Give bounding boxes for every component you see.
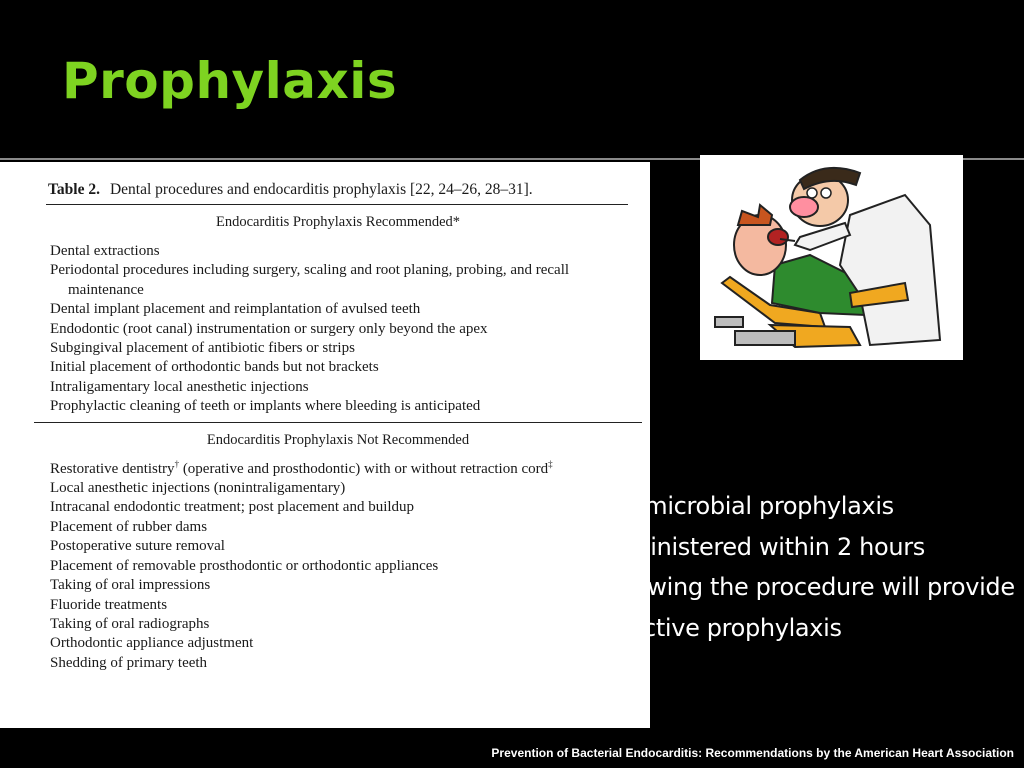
list-item: Placement of removable prosthodontic or orthodontic appliances <box>50 557 439 574</box>
list-item: Postoperative suture removal <box>50 538 225 555</box>
list-item: Local anesthetic injections (nonintraligamentary) <box>50 480 346 497</box>
table-panel <box>0 162 650 728</box>
recommended-list <box>34 242 642 417</box>
section-rule <box>34 422 642 423</box>
list-item: Dental extractions <box>50 243 160 259</box>
list-item: Taking of oral impressions <box>50 577 211 594</box>
footnote-dagger: † <box>174 458 180 469</box>
not-recommended-list <box>34 460 642 673</box>
list-item <box>50 460 588 479</box>
table-title: Dental procedures and endocarditis prophylaxis [22, 24–26, 28–31]. <box>109 181 533 198</box>
slide-title: Prophylaxis <box>62 52 398 110</box>
table-caption <box>48 180 632 199</box>
list-item: Dental implant placement and reimplantation of avulsed teeth <box>50 301 421 318</box>
restorative-label: Restorative dentistry <box>50 460 175 477</box>
list-item: Prophylactic cleaning of teeth or implants where bleeding is anticipated <box>50 398 481 415</box>
list-item: Intraligamentary local anesthetic injections <box>50 378 309 395</box>
list-item: Subgingival placement of antibiotic fibers or strips <box>50 340 355 357</box>
recommended-heading: Endocarditis Prophylaxis Recommended* <box>215 214 461 230</box>
table-label: Table 2. <box>48 181 100 198</box>
procedures-table <box>34 172 642 673</box>
dentist-illustration-icon <box>700 155 963 360</box>
list-item: Periodontal procedures including surgery, scaling and root planing, probing, and recall maintenance <box>50 262 570 298</box>
restorative-detail: (operative and prosthodontic) with or without retraction cord <box>179 460 549 477</box>
dentist-clipart <box>700 155 963 360</box>
list-item: Fluoride treatments <box>50 596 168 613</box>
not-recommended-heading: Endocarditis Prophylaxis Not Recommended <box>206 431 470 448</box>
list-item: Intracanal endodontic treatment; post placement and buildup <box>50 499 415 516</box>
list-item: Endodontic (root canal) instrumentation or surgery only beyond the apex <box>50 320 488 337</box>
footnote-double-dagger: ‡ <box>548 458 553 469</box>
citation: Prevention of Bacterial Endocarditis: Recommendations by the American Heart Association <box>491 746 1014 760</box>
list-item: Taking of oral radiographs <box>50 615 210 632</box>
table-rule <box>46 204 628 205</box>
prophylaxis-note: Antimicrobial prophylaxis administered within 2 hours following the procedure will provide effective prophylaxis <box>598 492 1015 642</box>
list-item: Shedding of primary teeth <box>50 654 208 671</box>
list-item: Placement of rubber dams <box>50 518 208 535</box>
list-item: Orthodontic appliance adjustment <box>50 635 254 652</box>
list-item: Initial placement of orthodontic bands but not brackets <box>50 359 379 376</box>
